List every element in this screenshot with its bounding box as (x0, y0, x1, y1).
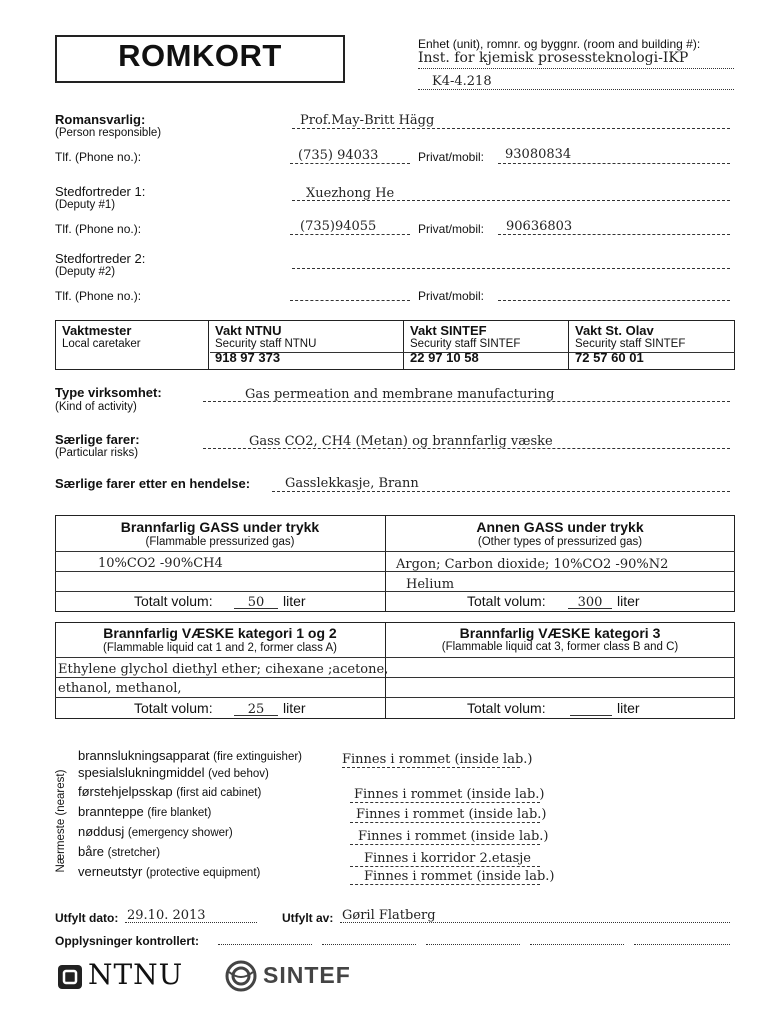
deputy2-phone-label: Tlf. (Phone no.): (55, 289, 142, 303)
safety-value-line (350, 802, 540, 803)
deputy2-phone-line[interactable] (290, 300, 410, 301)
gas-flammable-sub: (Flammable pressurized gas) (145, 536, 295, 548)
guards-table (55, 320, 735, 370)
gas-other-unit: liter (617, 593, 640, 609)
gas-other-content-2[interactable]: Helium (406, 577, 455, 592)
liquid-12-sub: (Flammable liquid cat 1 and 2, former class A) (103, 642, 337, 654)
unit-line-1 (418, 68, 734, 69)
guard-title: Vakt St. Olav (575, 323, 654, 338)
liquid-3-sub: (Flammable liquid cat 3, former class B and C) (441, 641, 679, 653)
deputy2-mobile-label: Privat/mobil: (418, 289, 485, 303)
guard-caretaker (56, 321, 209, 370)
gas-flammable-unit: liter (283, 593, 306, 609)
gas-divider-h1 (55, 551, 735, 552)
liquid-divider-h1 (55, 657, 735, 658)
liquid-12-total[interactable]: 25 (247, 702, 265, 717)
safety-item (78, 844, 160, 859)
gas-other-total[interactable]: 300 (577, 595, 603, 610)
safety-value[interactable]: Finnes i rommet (inside lab.) (342, 752, 533, 767)
guard-title: Vakt SINTEF (410, 323, 487, 338)
gas-other-total-line (568, 608, 612, 609)
footer-checked-label: Opplysninger kontrollert: (55, 934, 200, 948)
gas-other-title: Annen GASS under trykk (476, 519, 644, 535)
safety-main: spesialslukningmiddel (78, 765, 205, 780)
responsible-mobile-line (498, 163, 730, 164)
safety-en: (fire blanket) (147, 807, 212, 819)
safety-item (78, 748, 302, 763)
responsible-name-line (292, 128, 730, 129)
footer-by-label: Utfylt av: (282, 911, 334, 925)
unit-line-2 (418, 89, 734, 90)
safety-main: verneutstyr (78, 864, 143, 879)
guard-sub: Local caretaker (62, 338, 141, 350)
safety-en: (emergency shower) (127, 827, 233, 839)
safety-en: (protective equipment) (145, 867, 261, 879)
safety-en: (first aid cabinet) (176, 787, 262, 799)
safety-value-line (350, 822, 540, 823)
safety-en: (stretcher) (107, 847, 161, 859)
guard-sub: Security staff SINTEF (575, 338, 686, 350)
activity-label: Type virksomhet: (55, 385, 162, 400)
liquid-divider-h2 (55, 677, 735, 678)
safety-item (78, 864, 260, 879)
unit-room[interactable]: K4-4.218 (432, 74, 492, 89)
gas-flammable-total-line (234, 608, 278, 609)
responsible-phone-label: Tlf. (Phone no.): (55, 150, 142, 164)
guard-phone: 22 97 10 58 (410, 350, 479, 365)
safety-item (78, 804, 211, 819)
safety-value[interactable]: Finnes i korridor 2.etasje (364, 851, 531, 866)
activity-line (203, 401, 730, 402)
safety-item (78, 824, 233, 839)
responsible-phone[interactable]: (735) 94033 (298, 148, 379, 163)
liquid-12-unit: liter (283, 700, 306, 716)
gas-flammable-total-label: Totalt volum: (134, 593, 213, 609)
safety-item (78, 765, 269, 780)
sintef-wordmark: SINTEF (263, 962, 351, 988)
liquid-12-total-label: Totalt volum: (134, 700, 213, 716)
safety-value[interactable]: Finnes i rommet (inside lab.) (354, 787, 545, 802)
safety-value[interactable]: Finnes i rommet (inside lab.) (358, 829, 549, 844)
responsible-name[interactable]: Prof.May-Britt Hägg (300, 113, 435, 128)
footer-checked-line-4[interactable] (530, 944, 624, 945)
gas-flammable-total[interactable]: 50 (247, 595, 265, 610)
liquid-3-total-line[interactable] (570, 715, 612, 716)
footer-checked-line-2[interactable] (322, 944, 416, 945)
liquid-3-title: Brannfarlig VÆSKE kategori 3 (459, 625, 661, 641)
deputy1-mobile-label: Privat/mobil: (418, 222, 485, 236)
guard-phone: 72 57 60 01 (575, 350, 644, 365)
footer-date[interactable]: 29.10. 2013 (127, 908, 206, 923)
deputy1-phone-label: Tlf. (Phone no.): (55, 222, 142, 236)
gas-other-content-1[interactable]: Argon; Carbon dioxide; 10%CO2 -90%N2 (396, 557, 669, 572)
gas-divider-h3 (55, 591, 735, 592)
safety-main: brannslukningsapparat (78, 748, 210, 763)
deputy2-mobile-line[interactable] (498, 300, 730, 301)
activity-value[interactable]: Gas permeation and membrane manufacturing (245, 387, 555, 402)
deputy2-label: Stedfortreder 2: (55, 251, 146, 266)
deputy2-label-en: (Deputy #2) (55, 266, 116, 278)
liquid-12-title: Brannfarlig VÆSKE kategori 1 og 2 (103, 625, 337, 641)
guards-divider (210, 352, 735, 353)
footer-by[interactable]: Gøril Flatberg (342, 908, 436, 923)
deputy1-mobile-line (498, 234, 730, 235)
gas-other-sub: (Other types of pressurized gas) (477, 536, 643, 548)
deputy1-label: Stedfortreder 1: (55, 184, 146, 199)
unit-label: Enhet (unit), romnr. og byggnr. (room and building #): (418, 37, 701, 51)
sintef-mark-icon (225, 960, 257, 992)
risks-label: Særlige farer: (55, 432, 140, 447)
safety-main: branntеppe (78, 804, 144, 819)
deputy1-phone-line (290, 234, 410, 235)
responsible-label-en: (Person responsible) (55, 127, 162, 139)
safety-item (78, 784, 261, 799)
guard-title: Vaktmester (62, 323, 132, 338)
deputy1-phone[interactable]: (735)94055 (300, 219, 377, 234)
responsible-label: Romansvarlig: (55, 112, 146, 127)
footer-checked-line-5[interactable] (634, 944, 730, 945)
gas-flammable-content[interactable]: 10%CO2 -90%CH4 (98, 556, 223, 571)
deputy1-label-en: (Deputy #1) (55, 199, 116, 211)
safety-main: førstehjelpsskap (78, 784, 173, 799)
footer-date-label: Utfylt dato: (55, 911, 119, 925)
safety-en: (fire extinguisher) (213, 751, 303, 763)
footer-date-line (125, 922, 257, 923)
deputy1-name[interactable]: Xuezhong He (306, 186, 395, 201)
risks-value[interactable]: Gass CO2, CH4 (Metan) og brannfarlig væske (249, 434, 553, 449)
risks-label-en: (Particular risks) (55, 447, 139, 459)
liquid-12-content-1[interactable]: Ethylene glychol diethyl ether; cihexane ;acetone, (58, 662, 389, 677)
safety-value-line (350, 866, 540, 867)
incident-label: Særlige farer etter en hendelse: (55, 476, 251, 491)
deputy1-mobile[interactable]: 90636803 (506, 219, 573, 234)
incident-line (272, 491, 730, 492)
guard-sub: Security staff NTNU (215, 338, 317, 350)
guard-phone: 918 97 373 (215, 350, 281, 365)
safety-value-line (342, 767, 520, 768)
gas-other-total-label: Totalt volum: (467, 593, 546, 609)
guard-ntnu (209, 321, 404, 370)
guards-row (56, 321, 735, 370)
responsible-mobile-label: Privat/mobil: (418, 150, 485, 164)
safety-main: båre (78, 844, 105, 859)
liquid-12-content-2[interactable]: ethanol, methanol, (58, 681, 182, 696)
ntnu-mark-icon (58, 965, 82, 989)
responsible-mobile[interactable]: 93080834 (505, 147, 572, 162)
guard-sintef (404, 321, 569, 370)
liquid-divider-h3 (55, 697, 735, 698)
guard-sub: Security staff SINTEF (410, 338, 521, 350)
deputy2-name-line[interactable] (292, 268, 730, 269)
guard-stolav (569, 321, 735, 370)
safety-value-line (350, 884, 540, 885)
deputy1-name-line (292, 200, 730, 201)
nearest-label: Nærmeste (nearest) (55, 769, 67, 873)
safety-value[interactable]: Finnes i rommet (inside lab.) (356, 807, 547, 822)
footer-checked-line-1[interactable] (218, 944, 312, 945)
safety-value[interactable]: Finnes i rommet (inside lab.) (364, 869, 555, 884)
safety-main: nøddusj (78, 824, 125, 839)
safety-value-line (350, 844, 540, 845)
guard-title: Vakt NTNU (215, 323, 282, 338)
liquid-12-total-line (234, 715, 278, 716)
incident-value[interactable]: Gasslekkasje, Brann (285, 476, 419, 491)
liquid-3-unit: liter (617, 700, 640, 716)
risks-line (203, 448, 730, 449)
activity-label-en: (Kind of activity) (55, 401, 137, 413)
page-title: ROMKORT (118, 38, 282, 73)
footer-checked-line-3[interactable] (426, 944, 520, 945)
responsible-phone-line (290, 163, 410, 164)
footer-by-line (340, 922, 730, 923)
safety-en: (ved behov) (208, 768, 269, 780)
unit-institute[interactable]: Inst. for kjemisk prosessteknologi-IKP (418, 50, 689, 66)
liquid-3-total-label: Totalt volum: (467, 700, 546, 716)
gas-flammable-title: Brannfarlig GASS under trykk (120, 519, 320, 535)
ntnu-wordmark: NTNU (88, 958, 184, 991)
